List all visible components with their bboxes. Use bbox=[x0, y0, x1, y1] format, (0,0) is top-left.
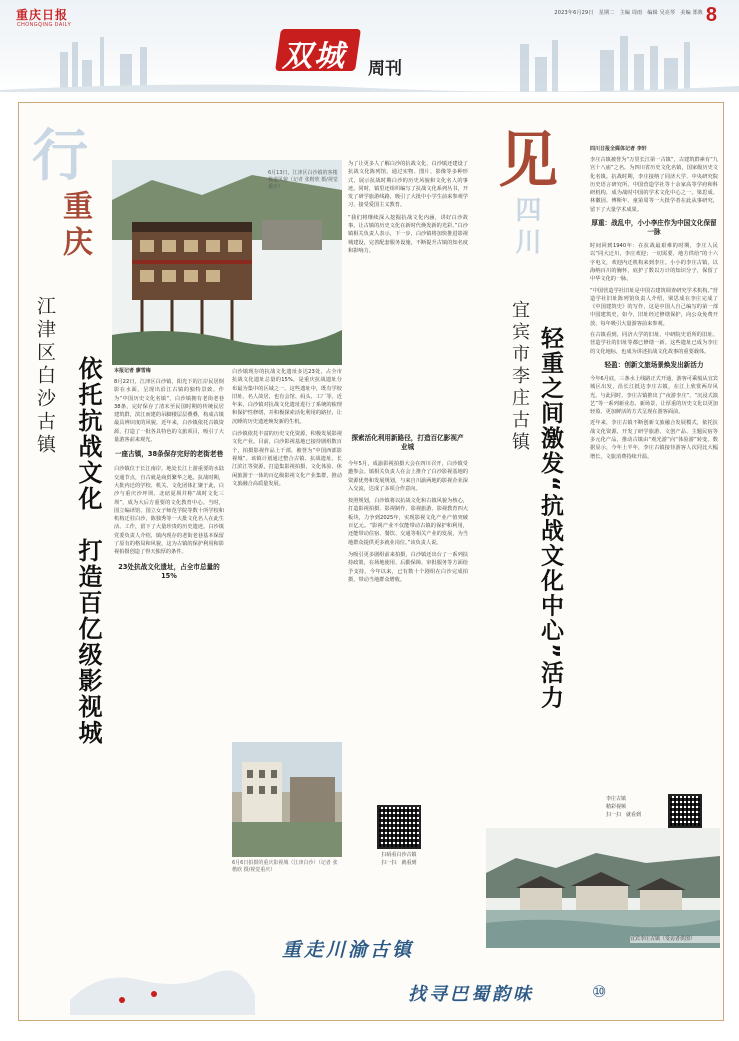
issue-meta: 2023年6月29日 星期二 主编 周雨 编辑 吴亮琴 美编 郑典 bbox=[554, 10, 703, 16]
left-column-1 bbox=[114, 378, 224, 587]
left-photo2-caption: 6月6日拍摄的重庆影视城（江津白沙）（记者 张楷欣 摄/视觉重庆） bbox=[232, 860, 338, 873]
right-para-d: 在古镇看到，同济大学的旧址、中研院史语所的旧址、营造学社的旧址等都已修缮一新。这些遗址已成为李庄的文化地标，也成为讲述抗战文化故事的重要载体。 bbox=[590, 332, 718, 355]
brand-title: 双城 bbox=[282, 39, 346, 74]
right-para-c: “中国营造学社旧址是中国古建筑调查研究学术机构。”营造学社旧址陈列馆负责人介绍，梁思成在李庄完成了《中国建筑史》的写作，这是中国人自己编写的第一部中国建筑史。如今，旧址经过修缮保护，向公众免费开放，每年吸引大量游客前来参观。 bbox=[590, 287, 718, 327]
left-column-2 bbox=[232, 368, 342, 488]
left-photo-caption: 6月13日，江津区白沙镇的客楼栈道风貌（记者 张楷欣 摄/视觉重庆） bbox=[268, 170, 338, 190]
right-qr-code[interactable] bbox=[668, 794, 702, 828]
left-col3-para-b: “我们将继续深入挖掘抗战文化内涵，讲好白沙故事，让古镇的历史文化在新时代焕发新的光彩。”白沙镇相关负责人表示，下一步，白沙镇将加快推进影视城建设，完善配套服务设施，不断提升古镇的知名度和影响力。 bbox=[348, 214, 468, 254]
right-photo-caption: 宜宾李庄古镇（受访者供图） bbox=[630, 936, 720, 943]
right-para-b: 时间回到1940年：在抗战最艰难的时期，李庄人民以“同大迁川，李庄欢迎；一切需要，地方供给”的十六字电文，欢迎内迁机构来到李庄。小小的李庄古镇，以海纳百川的胸怀，庇护了数以万计的知识分子，保留了中华文化的一脉。 bbox=[590, 243, 718, 283]
lizhuang-town-photo bbox=[486, 828, 720, 948]
left-secondary-photo bbox=[232, 742, 342, 857]
footer-series-number: ⑩ bbox=[592, 982, 607, 1001]
right-para-e: 今年6月底，三条水上线路正式开通，游客可乘船从宜宾城区出发，沿长江抵达李庄古镇，在江上欣赏两岸风光。与此同时，李庄古镇推出了“夜游李庄”、“沉浸式演艺”等一系列新业态、新场景，让厚重的历史文化以更加轻盈、更加鲜活的方式呈现在游客面前。 bbox=[590, 375, 718, 416]
brand-suffix: 周刊 bbox=[368, 59, 402, 79]
left-kicker: 江津区白沙古镇 bbox=[34, 296, 56, 457]
left-ghost-title-1: 行 bbox=[32, 123, 88, 189]
mid-para-b: 按照规划，白沙镇将以抗战文化和古镇风貌为核心，打造影视拍摄、影视制作、影视旅游、影视教育四大板块，力争到2025年，实现影视文化产业产值突破百亿元。“影视产业不仅能带动古镇的保护和利用，还能带动住宿、餐饮、交通等相关产业的发展，为当地群众提供更多就业岗位。”该负责人说。 bbox=[348, 498, 468, 546]
right-headline: 轻重之间激发“抗战文化中心”活力 bbox=[537, 326, 563, 711]
mid-qr-code[interactable] bbox=[377, 805, 421, 849]
mid-para-a: 今年5月，成渝影视拍摄大会在四川召开，白沙镇受邀参会。镇相关负责人在会上推介了白沙影视基地的资源优势和发展规划，与来自川渝两地的影视企业深入交流，达成了多项合作意向。 bbox=[348, 461, 468, 492]
right-qr-label-3: 扫一扫 就看到 bbox=[606, 812, 642, 818]
left-headline: 依托抗战文化 打造百亿级影视城 bbox=[74, 356, 102, 746]
right-ghost-title-2: 四川 bbox=[511, 196, 541, 260]
newspaper-logo-subtitle: CHONGQING DAILY bbox=[17, 22, 72, 28]
right-ghost-title-1: 见 bbox=[498, 126, 558, 196]
newspaper-logo: 重庆日报 bbox=[16, 8, 69, 22]
left-section-2-title: 23处抗战文化遗址，占全市总量的15% bbox=[118, 562, 220, 580]
mid-qr-label-1: 扫码看白沙古镇 bbox=[381, 852, 417, 858]
left-col1-para-b: 白沙镇位于长江南岸，地处长江上游重要的水陆交通节点，自古就是商贸繁华之地。抗战时期，大批内迁的学校、机关、文化团体汇聚于此，白沙与重庆沙坪坝、北碚夏坝并称“战时文化三坝”，成为大后方重要的文化教育中心。当时，国立编译馆、国立女子师范学院等数十所学校和机构迁驻白沙，陈独秀等一大批文化名人在此生活、工作，留下了大量珍贵的历史遗迹。白沙镇党委负责人介绍，镇内现存的老街老巷基本保留了原有的格局和风貌，这为古镇的保护利用和影视拍摄创造了得天独厚的条件。 bbox=[114, 466, 224, 556]
right-qr-label-2: 精彩视频 bbox=[606, 804, 627, 810]
right-photo bbox=[486, 828, 720, 948]
page-number: 8 bbox=[705, 4, 717, 26]
right-kicker: 宜宾市李庄古镇 bbox=[509, 300, 530, 454]
left-column-3 bbox=[348, 160, 468, 255]
right-byline: 四川日报全媒体记者 李轩 bbox=[590, 146, 647, 152]
film-city-photo bbox=[232, 742, 342, 857]
right-para-f: 近年来，李庄古镇不断创新文旅融合发展模式，依托抗战文化资源，开发了研学旅游、文创产品、主题民宿等多元化产品，推动古镇由“观光游”向“体验游”转变。数据显示，今年上半年，李庄古镇接待游客人次同比大幅增长，文旅消费持续升温。 bbox=[590, 420, 718, 460]
right-qr-label-1: 李庄古镇 bbox=[606, 796, 627, 802]
mid-section-title: 探索活化利用新路径，打造百亿影视产业城 bbox=[351, 434, 464, 451]
left-byline: 本报记者 廖雪梅 bbox=[114, 368, 151, 374]
footer-map-illustration bbox=[60, 940, 260, 1020]
right-section-2-title: 轻盈：创新文旅场景焕发出新活力 bbox=[604, 360, 704, 369]
page-header bbox=[0, 0, 739, 92]
left-col1-para-a: 8月22日，江津区白沙镇，阳光下的江岸民居倒影在水面，呈现出沿江古镇的独特景致。作为“中国历史文化名镇”，白沙镇拥有老街老巷38条，完好保存了清末至民国时期的传统民居建筑群，滨江而建的吊脚楼层层叠叠，构成古镇最具辨识度的风貌。近年来，白沙镇依托古镇资源，打造了一批各具特色的文旅项目，吸引了大量游客前来观光。 bbox=[114, 379, 224, 444]
mid-qr-label-2: 扫一扫 就看到 bbox=[381, 860, 417, 866]
left-col2-para-b: 白沙镇依托丰富的历史文化资源，积极发展影视文化产业。目前，白沙影视基地已接待剧组数百个，拍摄影视作品上千部，被誉为“中国西部影视城”。该镇计划通过整合古镇、抗战遗址、长江滨江等资源，打造集影视拍摄、文化体验、休闲旅游于一体的百亿级影视文化产业集群，推动文旅融合高质量发展。 bbox=[232, 431, 342, 487]
left-ghost-title-2: 重庆 bbox=[57, 190, 92, 262]
left-col3-para-a: 为了让更多人了解白沙的抗战文化，白沙镇还建设了抗战文化陈列馆，通过实物、图片、影像等多种形式，展示抗战时期白沙的历史风貌和文化名人的事迹。同时，镇里还组织编写了抗战文化系列丛书，开发了研学旅游线路，吸引了大批中小学生前来参观学习，接受爱国主义教育。 bbox=[348, 161, 468, 209]
right-para-a: 李庄古镇被誉为“万里长江第一古镇”，古建筑群素有“九宫十八庙”之名。为四川省历史文化名镇，国家级历史文化名镇。抗战时期，李庄接纳了同济大学、中央研究院历史语言研究所、中国营造学社等十余家高等学府和科研机构，成为战时中国的学术文化中心之一。梁思成、林徽因、傅斯年、童第周等一大批学者在此从事研究，留下了大量学术成果。 bbox=[590, 157, 718, 213]
right-section-1-title: 厚重：战乱中，小小李庄作为中国文化保留一脉 bbox=[591, 219, 717, 237]
mid-para-c: 为吸引更多剧组前来拍摄，白沙镇还出台了一系列扶持政策，在场地使用、后勤保障、审批服务等方面给予支持。今年以来，已有数十个剧组在白沙完成拍摄，带动当地群众增收。 bbox=[348, 551, 468, 583]
mid-column bbox=[348, 460, 468, 584]
left-col2-para-a: 白沙镇现存的抗战文化遗址多达23处，占全市抗战文化遗址总量的15%，是重庆抗战遗址分布最为集中的区域之一。这些遗址中，既有学校旧址、名人故居，也有会馆、码头、工厂等。近年来，白沙镇对抗战文化遗址进行了系统的梳理和保护性修缮，并积极探索活化利用的路径，让沉睡的历史遗迹焕发新的生机。 bbox=[232, 369, 342, 425]
left-section-1-title: 一座古镇，38条保存完好的老街老巷 bbox=[114, 450, 224, 459]
footer-line-2: 找寻巴蜀韵味 bbox=[408, 984, 534, 1005]
footer-line-1: 重走川渝古镇 bbox=[282, 939, 415, 961]
right-column bbox=[590, 156, 718, 461]
